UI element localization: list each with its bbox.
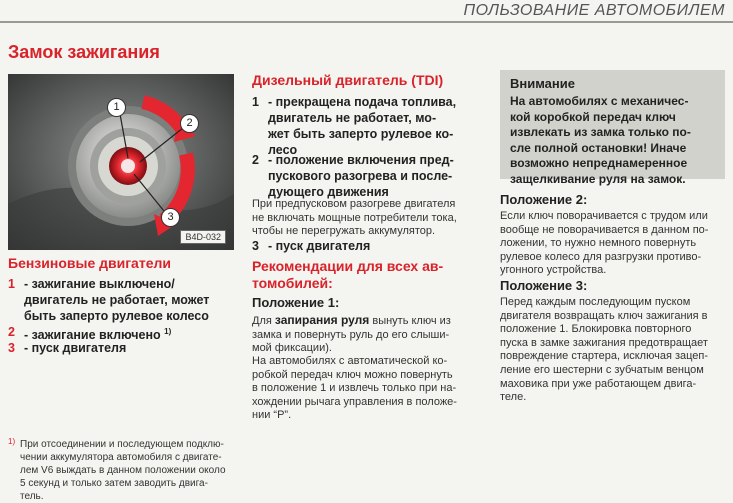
position-1-para2-line: в положение 1 и извлечь только при на- <box>252 382 457 395</box>
position-1-para2-line: хождении рычага управления в положе- <box>252 395 457 408</box>
position-2-line: вообще не поворачивается в данном по- <box>500 223 709 236</box>
position-3-line: повреждение стартера, исключая зацеп- <box>500 350 709 363</box>
show-through-artifact <box>40 370 220 430</box>
position-3-line: маховика при уже работающем двига- <box>500 377 697 390</box>
petrol-item-2-number: 2 <box>8 325 15 339</box>
warning-text <box>510 94 720 188</box>
position-3-line: пуска в замке зажигания предотвращает <box>500 336 708 349</box>
petrol-item-3 <box>8 340 238 356</box>
position-2-line: рулевое колесо для разгрузки противо- <box>500 250 702 263</box>
position-1-para2-line: робкой передач ключ можно повернуть <box>252 368 453 381</box>
diesel-item-1-line-3: жет быть заперто рулевое ко- <box>268 127 454 141</box>
petrol-item-3-number: 3 <box>8 341 15 355</box>
position-2-heading: Положение 2: <box>500 192 588 207</box>
diesel-item-2-line-2: пускового разогрева и после- <box>268 169 453 183</box>
petrol-heading: Бензиновые двигатели <box>8 255 171 271</box>
recommend-heading <box>252 258 492 292</box>
footnote-mark: 1) <box>8 437 16 446</box>
page-header-title: ПОЛЬЗОВАНИЕ АВТОМОБИЛЕМ <box>463 2 725 19</box>
petrol-item-1-line-3: быть заперто рулевое колесо <box>24 309 209 323</box>
position-1-heading: Положение 1: <box>252 295 340 310</box>
diesel-note-line: При предпусковом разогреве двигателя <box>252 198 456 210</box>
header-divider <box>0 21 733 23</box>
petrol-item-1-number: 1 <box>8 277 15 291</box>
diesel-item-1-line-4: лесо <box>268 143 298 157</box>
warning-line: сле полной остановки! Иначе <box>510 140 687 155</box>
diesel-item-1-line-2: двигатель не работает, мо- <box>268 111 437 125</box>
footnote-line: При отсоединении и последующем подклю- <box>20 439 224 450</box>
warning-line: защелкивание руля на замок. <box>510 171 686 186</box>
petrol-item-2 <box>8 324 238 343</box>
petrol-item-1-line-2: двигатель не работает, может <box>24 293 210 307</box>
position-3-line: теле. <box>500 391 527 404</box>
diesel-item-2-line-3: дующего движения <box>268 185 389 199</box>
petrol-item-3-line-1: - пуск двигателя <box>24 341 127 355</box>
diesel-item-2 <box>252 152 492 200</box>
warning-line: кой коробкой передач ключ <box>510 109 676 124</box>
callout-3: 3 <box>161 208 180 227</box>
petrol-item-2-text: - зажигание включено <box>24 328 161 343</box>
footnote-line: тель. <box>20 491 44 502</box>
position-3-line: Перед каждым последующим пуском <box>500 296 691 308</box>
diesel-note-line: чтобы не перегружать аккумулятор. <box>252 225 436 238</box>
diesel-item-3-number: 3 <box>252 239 259 253</box>
position-1-para2-line: нии “P”. <box>252 409 292 422</box>
position-3-line: ление его шестерни с зубчатым венцом <box>500 363 704 376</box>
position-3-line: положение 1. Блокировка повторного <box>500 323 692 336</box>
section-title: Замок зажигания <box>8 42 160 62</box>
warning-line: извлекать из замка только по- <box>510 125 691 140</box>
diesel-note-line: не включать мощные потребители тока, <box>252 211 457 224</box>
warning-line: На автомобилях с механичес- <box>510 94 689 108</box>
figure-code: B4D-032 <box>180 230 226 244</box>
petrol-item-1-line-1: - зажигание выключено/ <box>24 277 175 291</box>
diesel-item-1-number: 1 <box>252 95 259 109</box>
diesel-item-2-number: 2 <box>252 153 259 167</box>
petrol-item-1 <box>8 276 238 324</box>
warning-box <box>500 70 725 186</box>
callout-1: 1 <box>107 98 126 117</box>
position-3-heading: Положение 3: <box>500 278 588 293</box>
diesel-item-3 <box>252 238 492 254</box>
diesel-item-1-line-1: - прекращена подача топлива, <box>268 95 457 109</box>
position-2-line: ложении, то нужно немного повернуть <box>500 237 697 250</box>
position-2-text <box>500 210 728 278</box>
position-1-line: замка и повернуть руль до его слыши- <box>252 328 450 341</box>
position-1-line: мой фиксации). <box>252 342 332 355</box>
ignition-lock-photo <box>8 74 234 250</box>
warning-title: Внимание <box>510 76 575 91</box>
position-2-line: угонного устройства. <box>500 264 607 277</box>
position-1-para2-line: На автомобилях с автоматической ко- <box>252 355 448 367</box>
diesel-item-1 <box>252 94 492 158</box>
footnote-line: лем V6 выждать в данном положении около <box>20 465 226 476</box>
callout-2: 2 <box>180 114 199 133</box>
diesel-heading: Дизельный двигатель (TDI) <box>252 72 444 88</box>
position-1-bold: запирания руля <box>274 313 370 327</box>
diesel-item-2-line-1: - положение включения пред- <box>268 153 454 167</box>
position-1-line <box>252 314 492 329</box>
footnote-ref: 1) <box>164 327 172 336</box>
position-1-rest: вынуть ключ из <box>372 315 451 327</box>
recommend-heading-line: Рекомендации для всех ав- <box>252 258 444 274</box>
position-2-line: Если ключ поворачивается с трудом или <box>500 210 708 222</box>
diesel-item-3-line-1: - пуск двигателя <box>268 239 371 253</box>
position-1-text <box>252 314 492 356</box>
footnote <box>20 438 234 503</box>
position-3-line: двигателя возвращать ключ зажигания в <box>500 309 708 322</box>
footnote-line: 5 секунд и только затем заводить двига- <box>20 478 208 489</box>
warning-line: возможно непреднамеренное <box>510 156 688 171</box>
position-1-prefix: Для <box>252 315 272 327</box>
footnote-line: чении аккумулятора автомобиля с двигате- <box>20 452 222 463</box>
position-1-paragraph-2 <box>252 355 492 423</box>
position-3-text <box>500 296 728 405</box>
diesel-note <box>252 198 492 239</box>
recommend-heading-line: томобилей: <box>252 275 333 291</box>
